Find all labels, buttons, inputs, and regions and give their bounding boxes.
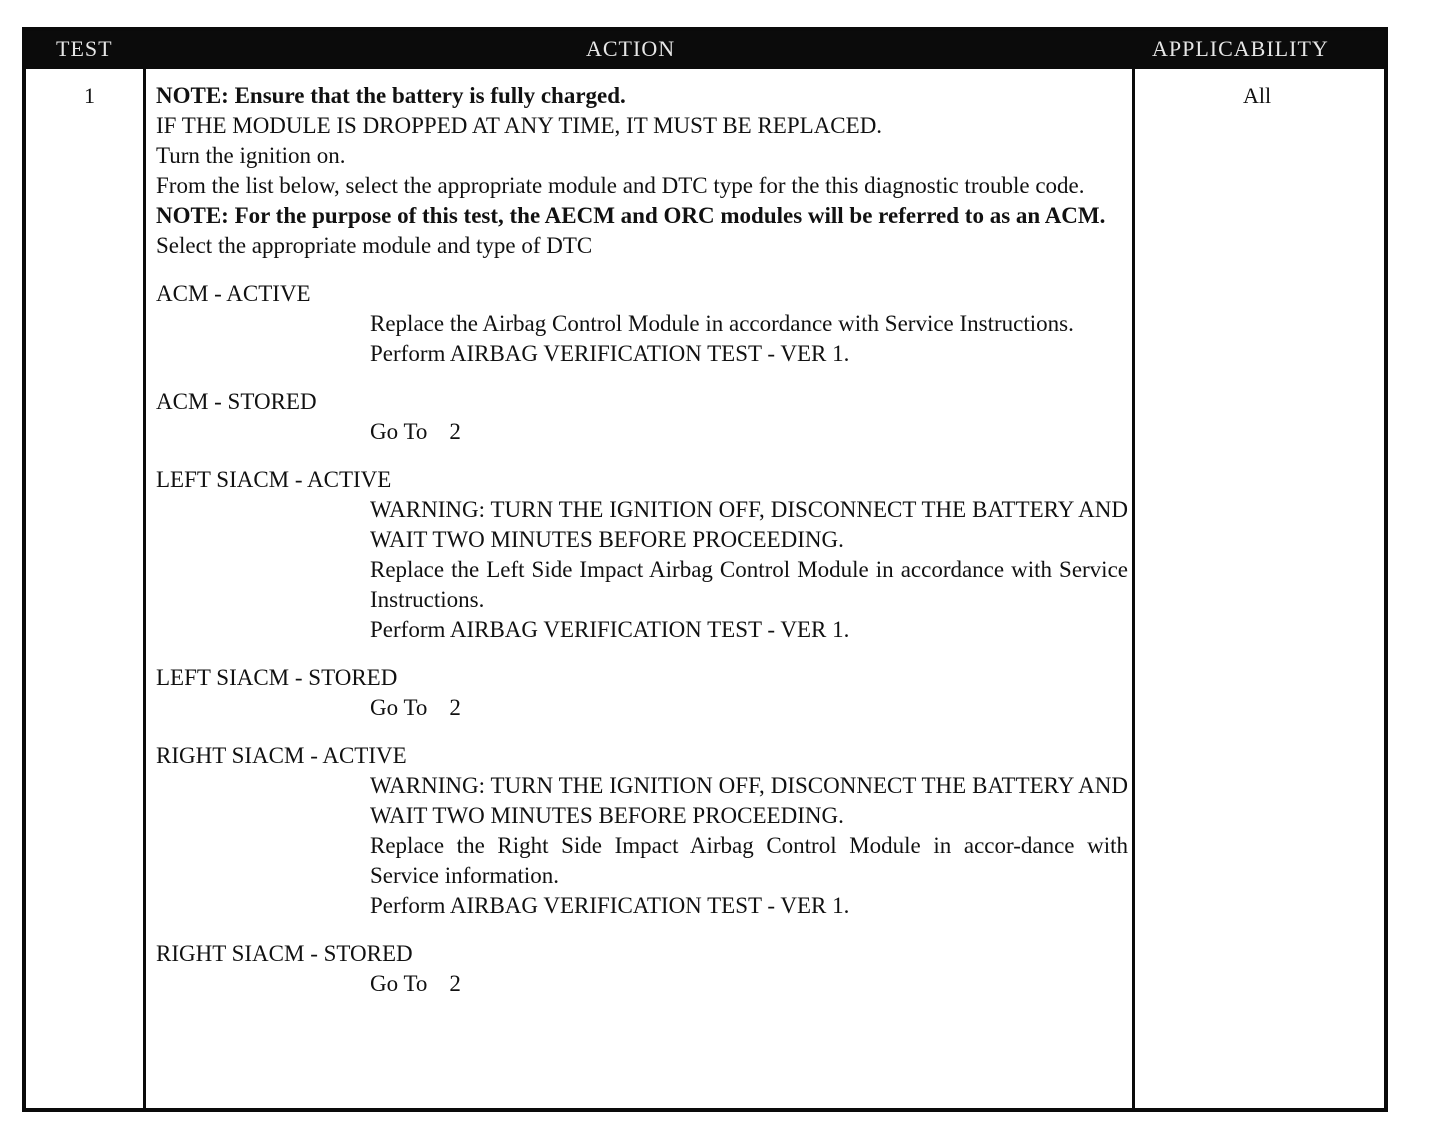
option-right-siacm-active[interactable]	[156, 741, 1128, 921]
option-line: Replace the Right Side Impact Airbag Control Module in accor-dance with Service information.	[370, 833, 1128, 888]
intro-block	[156, 81, 1128, 261]
option-line: WARNING: TURN THE IGNITION OFF, DISCONNECT THE BATTERY AND WAIT TWO MINUTES BEFORE PROCEEDING.	[370, 497, 1128, 552]
option-line: Perform AIRBAG VERIFICATION TEST - VER 1.	[370, 617, 850, 642]
goto-label: Go To	[370, 971, 428, 996]
goto-label: Go To	[370, 419, 428, 444]
option-title: ACM - ACTIVE	[156, 281, 311, 306]
test-number: 1	[84, 83, 95, 108]
option-line: WARNING: TURN THE IGNITION OFF, DISCONNECT THE BATTERY AND WAIT TWO MINUTES BEFORE PROCEEDING.	[370, 773, 1128, 828]
column-divider-1	[143, 69, 146, 1108]
applicability-value: All	[1243, 83, 1272, 108]
select-module-instruction: From the list below, select the appropriate module and DTC type for the this diagnostic trouble code.	[156, 173, 1085, 198]
option-title: LEFT SIACM - ACTIVE	[156, 467, 392, 492]
goto-line	[370, 417, 1128, 447]
select-type-instruction: Select the appropriate module and type of DTC	[156, 233, 593, 258]
note-acm: NOTE: For the purpose of this test, the AECM and ORC modules will be referred to as an ACM.	[156, 203, 1106, 228]
header-action: ACTION	[586, 36, 676, 61]
goto-value[interactable]: 2	[449, 695, 461, 720]
option-title: RIGHT SIACM - ACTIVE	[156, 743, 407, 768]
goto-value[interactable]: 2	[449, 971, 461, 996]
option-title: LEFT SIACM - STORED	[156, 665, 398, 690]
table-header	[26, 31, 1384, 69]
header-applicability: APPLICABILITY	[1152, 36, 1329, 61]
column-divider-2	[1132, 69, 1135, 1108]
option-left-siacm-stored[interactable]	[156, 663, 1128, 723]
option-acm-stored[interactable]	[156, 387, 1128, 447]
option-line: Perform AIRBAG VERIFICATION TEST - VER 1.	[370, 341, 850, 366]
module-dropped-warning: IF THE MODULE IS DROPPED AT ANY TIME, IT MUST BE REPLACED.	[156, 113, 883, 138]
goto-line	[370, 693, 1128, 723]
option-left-siacm-active[interactable]	[156, 465, 1128, 645]
option-line: Replace the Left Side Impact Airbag Control Module in accordance with Service Instructions.	[370, 557, 1128, 612]
goto-value[interactable]: 2	[449, 419, 461, 444]
goto-label: Go To	[370, 695, 428, 720]
action-cell	[156, 81, 1128, 999]
option-right-siacm-stored[interactable]	[156, 939, 1128, 999]
option-line: Replace the Airbag Control Module in accordance with Service Instructions.	[370, 311, 1074, 336]
option-title: RIGHT SIACM - STORED	[156, 941, 413, 966]
option-acm-active[interactable]	[156, 279, 1128, 369]
header-test: TEST	[56, 36, 113, 61]
option-title: ACM - STORED	[156, 389, 317, 414]
goto-line	[370, 969, 1128, 999]
option-line: Perform AIRBAG VERIFICATION TEST - VER 1.	[370, 893, 850, 918]
ignition-on-step: Turn the ignition on.	[156, 143, 346, 168]
diagnostic-table	[22, 27, 1388, 1112]
note-battery: NOTE: Ensure that the battery is fully charged.	[156, 83, 626, 108]
